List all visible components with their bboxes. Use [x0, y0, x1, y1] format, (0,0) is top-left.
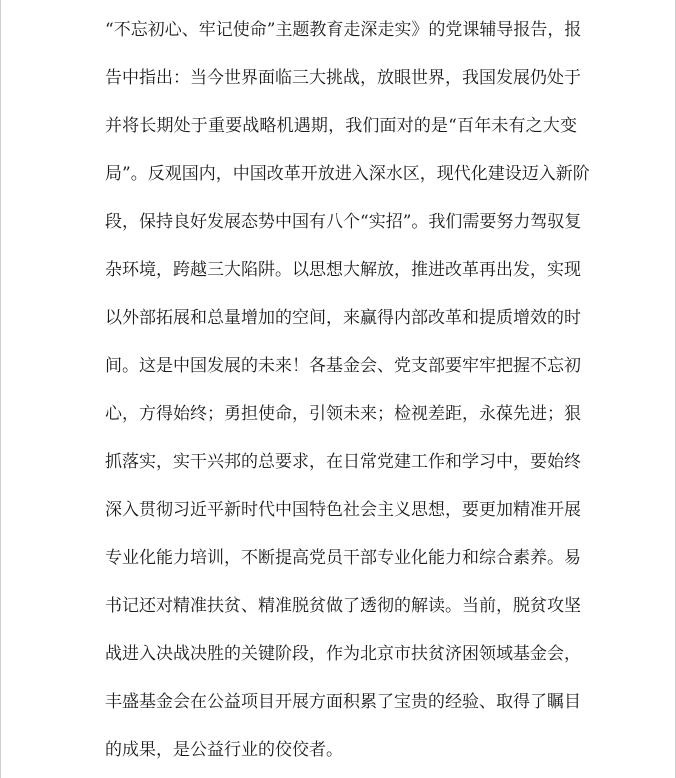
text-line: 战进入决战决胜的关键阶段，作为北京市扶贫济困领域基金会， — [105, 644, 581, 664]
text-line: 告中指出：当今世界面临三大挑战，放眼世界，我国发展仍处于 — [105, 68, 581, 88]
body-paragraph — [105, 6, 590, 774]
text-line: 并将长期处于重要战略机遇期，我们面对的是“百年未有之大变 — [105, 116, 577, 136]
text-line-last: 的成果，是公益行业的佼佼者。 — [105, 740, 343, 760]
text-line: 丰盛基金会在公益项目开展方面积累了宝贵的经验、取得了瞩目 — [105, 692, 581, 712]
text-line: 书记还对精准扶贫、精准脱贫做了透彻的解读。当前，脱贫攻坚 — [105, 596, 581, 616]
text-line: “不忘初心、牢记使命”主题教育走深走实》的党课辅导报告，报 — [105, 20, 582, 40]
text-line: 杂环境，跨越三大陷阱。以思想大解放，推进改革再出发，实现 — [105, 260, 581, 280]
text-line: 间。这是中国发展的未来！各基金会、党支部要牢牢把握不忘初 — [105, 356, 581, 376]
text-line: 段，保持良好发展态势中国有八个“实招”。我们需要努力驾驭复 — [105, 212, 582, 232]
text-line: 局”。反观国内，中国改革开放进入深水区，现代化建设迈入新阶 — [105, 164, 590, 184]
text-line: 以外部拓展和总量增加的空间，来赢得内部改革和提质增效的时 — [105, 308, 581, 328]
text-line: 专业化能力培训，不断提高党员干部专业化能力和综合素养。易 — [105, 548, 581, 568]
text-line: 心，方得始终；勇担使命，引领未来；检视差距，永葆先进；狠 — [105, 404, 581, 424]
text-line: 抓落实，实干兴邦的总要求，在日常党建工作和学习中，要始终 — [105, 452, 581, 472]
text-line: 深入贯彻习近平新时代中国特色社会主义思想，要更加精准开展 — [105, 500, 581, 520]
